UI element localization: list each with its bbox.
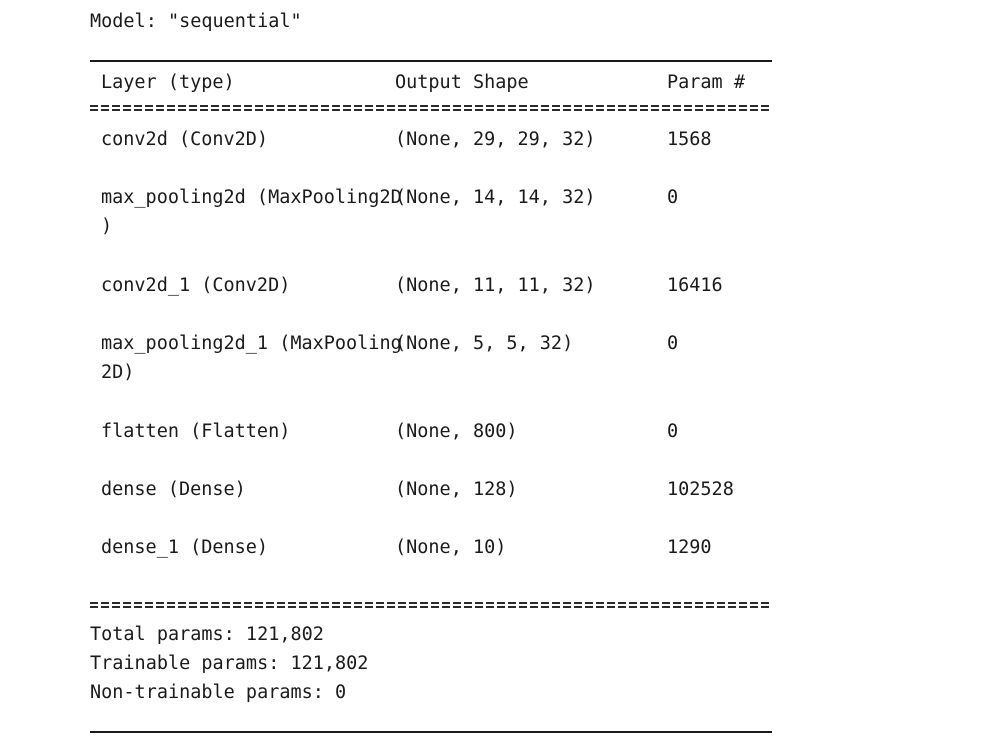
column-header-layer: Layer (type) bbox=[101, 72, 235, 93]
output-shape: (None, 14, 14, 32) bbox=[395, 187, 596, 208]
model-title: Model: "sequential" bbox=[90, 11, 302, 32]
param-count: 16416 bbox=[667, 275, 723, 296]
non-trainable-params: Non-trainable params: 0 bbox=[90, 682, 347, 703]
column-header-params: Param # bbox=[667, 72, 745, 93]
output-shape: (None, 11, 11, 32) bbox=[395, 275, 596, 296]
output-shape: (None, 10) bbox=[395, 537, 507, 558]
layer-name: flatten (Flatten) bbox=[101, 421, 291, 442]
trainable-params: Trainable params: 121,802 bbox=[90, 653, 369, 674]
output-shape: (None, 128) bbox=[395, 479, 518, 500]
layer-name: dense (Dense) bbox=[101, 479, 246, 500]
header-double-rule bbox=[90, 104, 772, 112]
layer-name: conv2d_1 (Conv2D) bbox=[101, 275, 291, 296]
top-rule bbox=[90, 60, 772, 62]
total-params: Total params: 121,802 bbox=[90, 624, 324, 645]
layer-name: dense_1 (Dense) bbox=[101, 537, 269, 558]
param-count: 1290 bbox=[667, 537, 712, 558]
layer-name: conv2d (Conv2D) bbox=[101, 129, 269, 150]
footer-double-rule bbox=[90, 601, 772, 609]
param-count: 0 bbox=[667, 333, 679, 354]
param-count: 1568 bbox=[667, 129, 712, 150]
param-count: 0 bbox=[667, 187, 679, 208]
table-header bbox=[90, 68, 774, 97]
layer-name: max_pooling2d_1 (MaxPooling 2D) bbox=[101, 333, 402, 383]
output-shape: (None, 29, 29, 32) bbox=[395, 129, 596, 150]
column-header-output-shape: Output Shape bbox=[395, 72, 529, 93]
bottom-rule bbox=[90, 731, 772, 733]
layer-name: max_pooling2d (MaxPooling2D ) bbox=[101, 187, 402, 237]
output-shape: (None, 800) bbox=[395, 421, 518, 442]
param-count: 0 bbox=[667, 421, 679, 442]
output-shape: (None, 5, 5, 32) bbox=[395, 333, 574, 354]
param-count: 102528 bbox=[667, 479, 734, 500]
